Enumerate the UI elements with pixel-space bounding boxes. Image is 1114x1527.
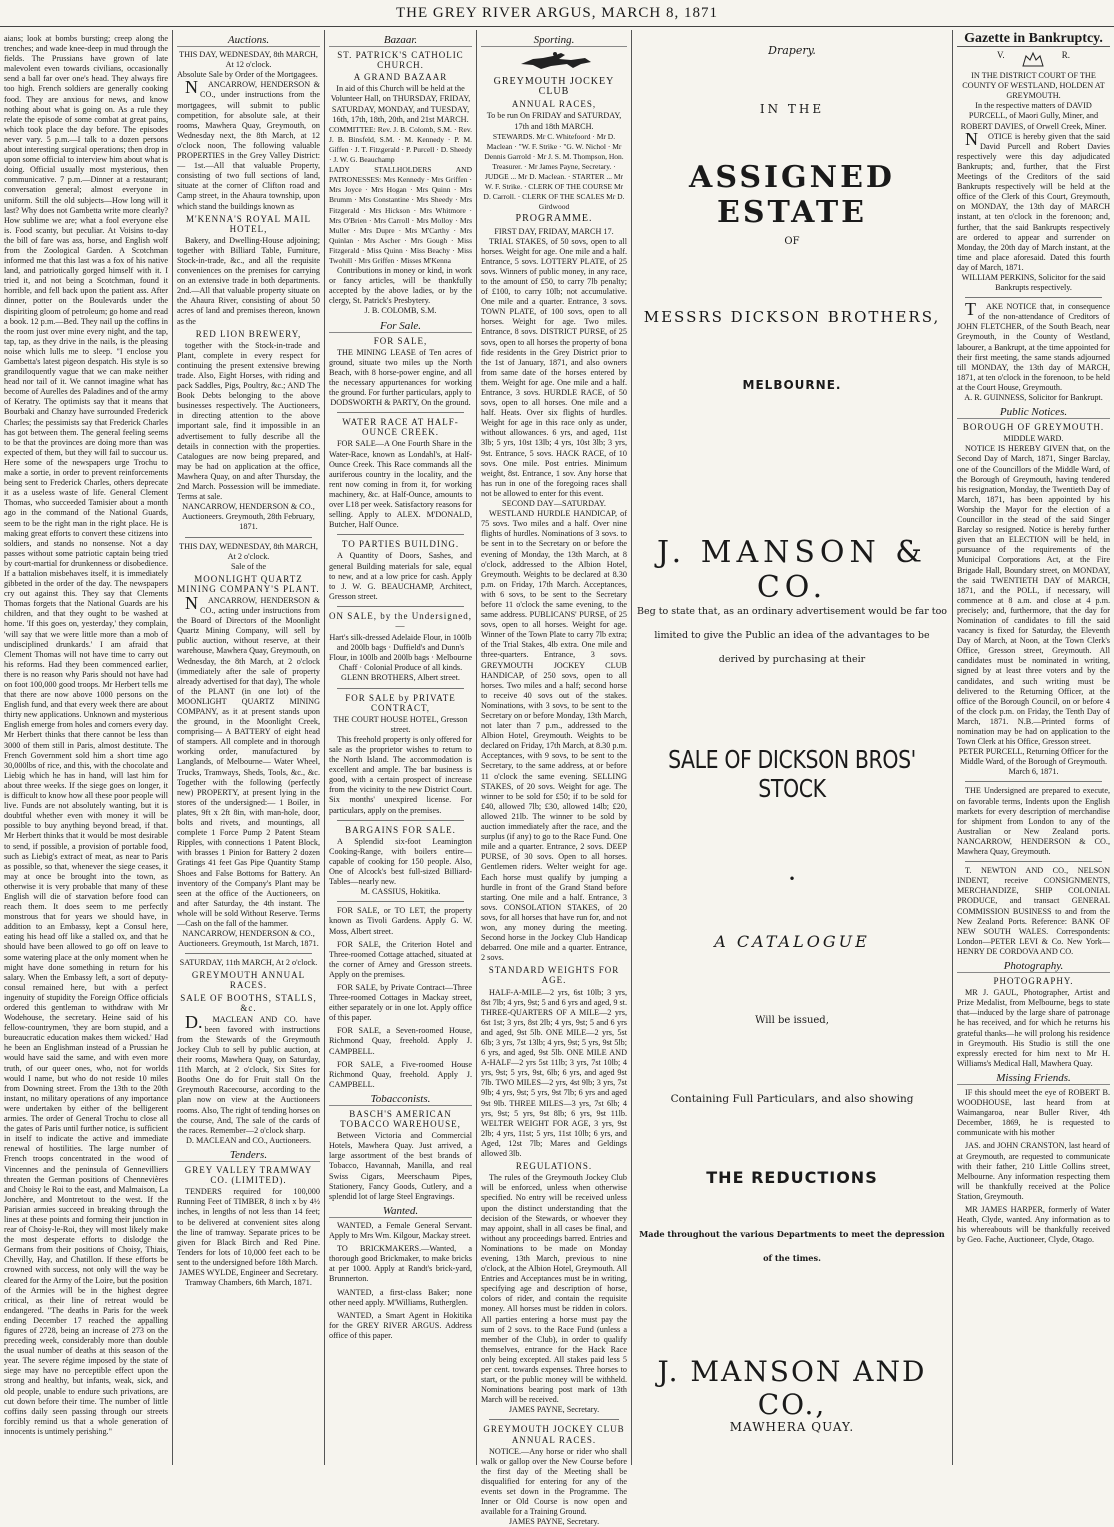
ad-title: GREYMOUTH JOCKEY CLUB — [493, 76, 615, 98]
for-sale-ad — [329, 611, 472, 684]
ad-property-name: GREYMOUTH ANNUAL RACES. — [191, 970, 306, 991]
ad-body: This freehold property is only offered for sale as the proprietor wishes to return to the North Island. The accommodation is excellent and ample. The bar business is good, with a certain prospect of increase from the vicinity to the new District Court. Six months' unexpired license. For particulars, apply on the premises. — [329, 734, 472, 815]
for-sale-ad: FOR SALE, the Criterion Hotel and Three-roomed Cottage attached, situated at the corner of Arney and Gresson streets. Apply on the premises. — [329, 939, 472, 979]
ad-property-name: M'KENNA'S ROYAL MAIL HOTEL, — [186, 213, 311, 234]
section-heading-tenders: Tenders. — [177, 1149, 320, 1162]
section-heading-sporting: Sporting. — [481, 34, 627, 47]
for-sale-ad — [329, 336, 472, 409]
ad-signature: NANCARROW, HENDERSON & CO., Auctioneers. Greymouth, 28th February, 1871. — [182, 502, 315, 532]
programme-title: PROGRAMME. — [515, 213, 593, 225]
drapery-manson-heading: J. MANSON & CO. — [656, 535, 928, 605]
ad-title: FOR SALE by PRIVATE CONTRACT, — [345, 692, 456, 713]
tender-ad — [177, 1165, 320, 1288]
jockey-club-notice — [481, 1424, 627, 1527]
wanted-ad: TO BRICKMAKERS.—Wanted, a thorough good Brickmaker, to make bricks at per 1000. Apply at Randt's brick-yard, Brunnerton. — [329, 1244, 472, 1284]
ad-body: TAKE NOTICE that, in consequence of the non-attendance of Creditors of JOHN FLETCHER, of the South Beach, near Greymouth, in the County of Westland, labourer, a Bankrupt, at the time appointed for their first meeting, the same stands adjourned till MONDAY, the 13th day of MARCH, 1871, at ten o'clock in the forenoon, to be held at the Court House, Greymouth. — [957, 299, 1110, 392]
ad-title: BOROUGH OF GREYMOUTH. — [962, 422, 1105, 433]
divider — [965, 781, 1102, 782]
ad-signature: JAMES WYLDE, Engineer and Secretary. Tramway Chambers, 6th March, 1871. — [178, 1267, 319, 1288]
bankruptcy-notice — [957, 299, 1110, 403]
ad-signature: J. B. COLOMB, S.M. — [364, 306, 437, 316]
bazaar-ad — [329, 50, 472, 316]
ad-body: Contributions in money or kind, in work or fancy articles, will be thankfully accepted by the above ladies, or by the clergy, St. Patrick's Presbytery. — [329, 266, 472, 306]
tobacconist-ad — [329, 1109, 472, 1202]
ad-title: ST. PATRICK'S CATHOLIC CHURCH. — [337, 50, 464, 71]
wanted-ad: WANTED, a Female General Servant. Apply to Mrs Wm. Kilgour, Mackay street. — [329, 1220, 472, 1241]
drapery-dickson-brothers: MESSRS DICKSON BROTHERS, — [643, 308, 941, 326]
ad-body: NOTICE is hereby given that the said David Purcell and Robert Davies respectively were this day adjudicated Bankrupts; and, further, that the First Meetings of the Creditors of the said Bankrupts respectively will be held at the office of the Clerk of this Court, Greymouth, on MONDAY, the 13th day of MARCH instant, at ten o'clock in the forenoon; and, further, that the said Bankrupts respectively are ordered to appear and surrender on Monday, the 20th day of March instant, at the time and place aforesaid. Dated this fourth day of March, 1871. — [957, 128, 1110, 272]
ad-title: BARGAINS FOR SALE. — [345, 824, 456, 835]
column-rule — [324, 30, 325, 1465]
ad-body: NANCARROW, HENDERSON & CO., under instructions from the mortgagees, will submit to public competition, for absolute sale, at their rooms, Mawhera Quay, Greymouth, on Wednesday next, the 8th March, at 12 o'clock noon, The following valuable PROPERTIES in the Grey Valley District:— 1st.—All that valuable Property, consisting of two full sections of land, situate at the corner of Clifton road and Camp street, in the Ahaura township, upon which stand the buildings known as — [177, 77, 320, 211]
ad-signature: JAMES PAYNE, Secretary. — [508, 1517, 600, 1527]
ad-body: D.MACLEAN AND CO. have been favored with instructions from the Stewards of the Greymouth Jockey Club to sell by public auction, at their rooms, Mawhera Quay, on Saturday, 11th March, at 2 o'clock, Six Sites for Booths One do for Fruit stall On the Greymouth Racecourse, according to the plan now on view at the Auctioneers rooms. Also, The right of tending horses on the course, And, The sale of the cards of the races. Remember—2 o'clock sharp. — [177, 1011, 320, 1135]
crest-letter-r: R. — [1061, 50, 1070, 61]
drapery-body-text: Beg to state that, as an ordinary advertisement would be far too limited to give the Public an idea of the advantages to be derived by purchasing at their — [636, 606, 948, 665]
weights-list: HALF-A-MILE—2 yrs, 6st 10lb; 3 yrs, 8st 7lb; 4 yrs, 9st; 5 and 6 yrs and aged, 9 st. THREE-QUARTERS OF A MILE—2 yrs, 6st 1st; 3 yrs, 8st 2lb; 4 yrs, 9st; 5 and 6 yrs and aged, 9st 5lb. ONE MILE—2 yrs, 5st 6lb; 3 yrs, 7st 13lb; 4 yrs, 9st; 5 yrs, 9st 5lb; 6 yrs, and aged, 9st 5lb. ONE MILE AND A-HALF—2 yrs 5st 11lb; 3 yrs, 7st 10lb; 4 yrs, 9st; 5 yrs, 9st, 6lb; 6 yrs, and aged 9st 7lb. TWO MILES—2 yrs, 4st 9lb; 3 yrs, 7st 9lb; 4 yrs, 9st; 5 yrs, 9st 7lb; 6 yrs and aged 9st 9lb. THREE MILES—3 yrs, 7st 6lb; 4 yrs, 9st; 5 yrs, 9st 8lb; 6 yrs, 9st 11lb. WELTER WEIGHT FOR AGE, 3 yrs, 9st 2lb; 4 yrs, 11st; 5 yrs, 11st 10lb; 6 yrs, and Aged, 12st 7lb; Mares and Geldings allowed 3lb. — [481, 987, 627, 1159]
section-heading-tobacconists: Tobacconists. — [329, 1093, 472, 1106]
section-heading-missing-friends: Missing Friends. — [957, 1072, 1110, 1085]
divider — [185, 537, 312, 538]
for-sale-ad — [329, 825, 472, 898]
auction-ad-races — [177, 958, 320, 1146]
ad-title: WATER RACE AT HALF-OUNCE CREEK. — [342, 417, 459, 438]
ad-title: ON SALE, by the Undersigned,— — [329, 610, 472, 631]
regulations-title: REGULATIONS. — [515, 1161, 593, 1172]
column-rule — [476, 30, 477, 1465]
section-heading-photography: Photography. — [957, 960, 1110, 973]
ad-title: FOR SALE, — [373, 335, 428, 346]
bankruptcy-notice — [957, 71, 1110, 293]
wanted-ad: WANTED, a Smart Agent in Hokitika for the GREY RIVER ARGUS. Address office of this paper. — [329, 1310, 472, 1340]
day-heading: FIRST DAY, FRIDAY, MARCH 17. — [494, 226, 614, 236]
for-sale-ad — [329, 539, 472, 602]
drapery-of: OF — [784, 236, 800, 247]
drapery-manson-footer: J. MANSON AND CO., — [657, 1355, 927, 1421]
ad-date: THIS DAY, WEDNESDAY, 8th MARCH, At 2 o'clock. — [179, 541, 318, 561]
missing-friend-notice: JAS. and JOHN CRANSTON, last heard of at Greymouth, are requested to communicate with their father, 210 Little Collins street, Melbourne. Any information respecting them will be thankfully received at the Police Station, Greymouth. — [957, 1141, 1110, 1201]
drapery-made-throughout: Made throughout the various Departments to meet the depression of the times. — [639, 1229, 945, 1263]
divider — [337, 901, 464, 902]
photography-ad — [957, 976, 1110, 1069]
for-sale-ad: FOR SALE, a Seven-roomed House, Richmond Quay, freehold. Apply J. CAMPBELL. — [329, 1026, 472, 1056]
racehorse-icon — [481, 50, 627, 72]
ad-subtitle: MIDDLE WARD. — [1003, 434, 1064, 444]
ad-title: GREY VALLEY TRAMWAY CO. (LIMITED). — [184, 1165, 313, 1186]
section-heading-public-notices: Public Notices. — [957, 406, 1110, 419]
auctions-column — [177, 34, 320, 1465]
ad-property-name: RED LION BREWERY, — [195, 328, 302, 339]
stewards-list: STEWARDS. Mr C. Whitefoord · Mr D. Maclean · "W. F. Strike · "G. W. Nichol · Mr Dennis Garrold · Mr J. S. M. Thompson, Hon. Treasurer. · Mr James Payne, Secretary. · JUDGE ... Mr D. Maclean. · STARTER ... Mr W. F. Strike. · CLERK OF THE COURSE Mr D. Carroll. · CLERK OF THE SCALES Mr D. Girdwood — [483, 131, 625, 212]
ad-title: IN THE DISTRICT COURT OF THE COUNTY OF WESTLAND, HOLDEN AT GREYMOUTH. — [962, 71, 1105, 101]
drapery-containing: Containing Full Particulars, and also showing — [670, 1093, 914, 1105]
wanted-ad: WANTED, a first-class Baker; none other need apply. M'Williams, Rutherglen. — [329, 1287, 472, 1307]
ad-body: Hart's silk-dressed Adelaide Flour, in 100lb and 200lb bags · Duffield's and Dunn's Flour, in 100lb and 200lb bags · Melbourne Chaff · Colonial Produce of all kinds. — [329, 633, 472, 673]
section-heading-gazette: Gazette in Bankruptcy. — [957, 34, 1110, 47]
ad-body: NOTICE IS HEREBY GIVEN that, on the Second Day of March, 1871, Singer Barclay, one of the Councillors of the Middle Ward, of the Borough of Greymouth, having tendered his resignation, Monday, the Twentieth Day of March, 1871, has been appointed by his Worship the Mayor for the election of a Councillor in the stead of the said Singer Barclay so resigned. Notice is hereby further given that an ELECTION will be held, in pursuance of the requirements of the Municipal Corporations Act, at the Fire Brigade Hall, Boundary street, on MONDAY, the said TWENTIETH DAY of MARCH, 1871, and the POLL, if necessary, will commence at 8 a.m. and close at 4 p.m. precisely; and, furthermore, that the day for Nomination of candidates to fill the said vacancy is fixed for Saturday, the Eleventh Day of March, at Noon, at the Town Clerk's Office, Gresson street, Greymouth. All candidates must be nominated in writing, signed by at least three voters and by the candidates, and such writing must be delivered to the Returning Officer, at the office of the Borough Council, on or before 4 of the clock p.m. on Friday, the Tenth Day of March, 1871. N.B.—Printed forms of nomination may be had on application to the Town Clerk at his Office, Gresson street. — [957, 444, 1110, 747]
missing-friend-notice: MR JAMES HARPER, formerly of Water Heath, Clyde, wanted. Any information as to his whereabouts will be thankfully received by Geo. Fache, Auctioneer, Clyde, Otago. — [957, 1205, 1110, 1245]
drapery-sale-heading: SALE OF DICKSON BROS' STOCK — [668, 745, 916, 803]
ad-body: In aid of this Church will be held at the Volunteer Hall, on THURSDAY, FRIDAY, SATURDAY, MONDAY, and TUESDAY, 16th, 17th, 18th, 20th, and 21st MARCH. — [330, 84, 471, 124]
ad-title: BASCH'S AMERICAN TOBACCO WAREHOUSE, — [340, 1109, 461, 1130]
ad-signature: JAMES PAYNE, Secretary. — [508, 1405, 600, 1415]
masthead: THE GREY RIVER ARGUS, MARCH 8, 1871 — [0, 0, 1114, 27]
regulations-text: The rules of the Greymouth Jockey Club will be enforced, unless when otherwise specified. No entry will be received unless upon the distinct understanding that the decision of the Stewards, or whoever they may appoint, shall in all cases be final, and without any proceedings barred. Entries and Nominations to be made on Monday evening, 13th March, previous to nine o'clock, at the Albion Hotel, Greymouth. All Entries and Acceptances must be in writing, specifying age and description of horse, colors of rider, and contain the requisite money. All horses must be ridden in colors. All parties entering a horse must pay the sum of 2 sovs. to the Race Fund (unless a member of the Club), in order to qualify themselves, entrance for the Hack Race only being excepted. All stakes paid less 5 per cent. towards expenses. Three horses to start, or the public money will be withheld. Nominations bearing post mark of 13th March will be received. — [481, 1173, 627, 1405]
divider — [337, 606, 464, 607]
jockey-club-ad — [481, 77, 627, 1415]
divider — [337, 534, 464, 535]
day-heading: SECOND DAY—SATURDAY. — [502, 499, 606, 509]
section-heading-drapery: Drapery. — [768, 44, 816, 57]
ad-signature: NANCARROW, HENDERSON & CO., Auctioneers. Greymouth, 1st March, 1871. — [178, 929, 319, 949]
column-rule — [952, 30, 953, 1465]
ad-body: MR J. GAUL, Photographer, Artist and Prize Medalist, from Melbourne, begs to state that—induced by the large share of patronage he has received, and for which he returns his grateful thanks—he will prolong his residence in Greymouth. His Studio is still the one expressly erected for him next to Mr H. Williams's Medical Hall, Mawhera Quay. — [957, 988, 1110, 1068]
drapery-address: MAWHERA QUAY. — [729, 1420, 855, 1434]
divider — [337, 688, 464, 689]
drapery-catalogue: A CATALOGUE — [714, 932, 870, 951]
divider — [489, 1419, 619, 1420]
ad-body: Between Victoria and Commercial Hotels, Mawhera Quay. Just arrived, a large assortment of the best brands of Tobacco, Havannah, Manilla, and real Swiss Cigars, Meerschaum Pipes, Stationery, Fancy Goods, Cutlery, and a splendid lot of large Steel Engravings. — [329, 1131, 472, 1201]
ad-signature: A. R. GUINNESS, Solicitor for Bankrupt. — [964, 393, 1103, 402]
ad-subtitle: ANNUAL RACES, — [511, 99, 597, 110]
divider — [965, 861, 1102, 862]
auction-ad-moonlight — [177, 542, 320, 950]
divider — [965, 297, 1102, 298]
ad-date: SATURDAY, 11th MARCH, At 2 o'clock. — [179, 958, 318, 968]
divider — [337, 412, 464, 413]
ad-signature: DODSWORTH & PARTY, On the ground. — [330, 398, 471, 408]
ad-subtitle: SALE OF BOOTHS, STALLS, &c. — [180, 992, 317, 1013]
ad-signature: PETER PURCELL, Returning Officer for the Middle Ward, of the Borough of Greymouth. March 6, 1871. — [958, 747, 1109, 777]
ad-date: THIS DAY, WEDNESDAY, 8th MARCH, At 12 o'clock. — [179, 50, 318, 70]
ad-matter: In the respective matters of DAVID PURCELL, of Maori Gully, Miner, and ROBERT DAVIES, of Orwell Creek, Miner. — [960, 101, 1107, 131]
drapery-melbourne: MELBOURNE. — [742, 378, 842, 392]
notices-column — [957, 31, 1110, 1465]
royal-arms-icon — [1018, 50, 1048, 68]
section-heading-bazaar: Bazaar. — [329, 34, 472, 47]
ad-signature: WILLIAM PERKINS, Solicitor for the said Bankrupts respectively. — [961, 272, 1106, 293]
ad-body: NOTICE.—Any horse or rider who shall walk or gallop over the New Course before the first day of the Meeting shall be disqualified for entering for any of the events set down in the Programme. The Inner or Old Course is now open and available for a Training Ground. — [481, 1446, 627, 1517]
for-sale-ad: FOR SALE, by Private Contract—Three Three-roomed Cottages in Mackay street, either separately or in one lot. Apply office of this paper. — [329, 982, 472, 1023]
article-text: aians; look at bombs bursting; creep along the trenches; and wade knee-deep in mud through the fields. The Prussians have grown of late malevolent even towards civilians, occasionally send a ball far over one's head. They always fire too high. French soldiers are generally cooking food. They are anxious for news, and know nothing about what is going on. As a rule they relate the episode of some combat at great pains, which took place the day before. The episodes never vary. 5 p.m.—I talk to a dozen persons about interesting surgical operations; then drop in upon some official to interview him about what is doing. Official usually most mysterious, then communicative. 7 p.m.—Dinner at a restaurant; conversation general; almost everyone in uniform. Still the old subjects—How long will it last? Why does not Gambetta write more clearly? How sublime we are; what a fool everyone else is. Food scanty, but peculiar. At Voisins to-day the bill of fare was ass, horse, and English wolf from the Zoological Garden. A Scotchman informed me that this last was a fox of his native land, and patriotically gorged himself with it. I tried it, and not being a Scotchman, found it horrible, and fell back upon the patient ass. After dinner, potter on the Boulevards under the dispiriting gloom of petroleum; go home and read a book. 12 p.m.—Bed. They nail up the coffins in the room just over mine every night, and the tap, tap, tap, as they drive in the nails, is the pleasing noise which lulls me to sleep. "I enclose you Gambetta's latest pigeon despatch. His style is so grandiloquently vague that we can make neither head nor tail of it. We cannot imagine what has become of Aurelles des Paladines and of the army of Keratry. The optimists say that it means that Bourbaki and Chanzy have surrounded Frederick Charles; the pessimists say that Frederick Charles has got between them. The general feeling seems to be that the provinces are doing more than was expected of them, but they will fail to succour us. Here some of the newspapers urge Trochu to make a sortie, in order to prevent reinforcements being sent to Frederick Charles, others deprecate it as a useless waste of life. General Clement Thomas, who succeeded Tamisier about a month ago in the command of the National Guards, seem to be the right man in the right place. He is making great efforts to convert these citizens into soldiers, and stands no nonsense. Not a day passes without some patriotic captain being tried by court-martial for drunkenness or disobedience. If a battalion misbehaves itself, it is immediately gibbeted in the order of the day. The newspapers cry out against this. They say that Clements Thomas forgets that the National Guards are his children, and that they ought to be washed at home. 'If this goes on, yesterday,' they complain, 'will say that we were little more than a mob of undisciplined drunkards.' I am afraid that Clement Thomas will not have time to carry out his reforms. Had they been commenced earlier, there is no reason why Paris should not have had on foot 100,000 good troops. Mr Herbert tells me that there are now above 1000 persons on the English fund, and that every week there are about thirty new applications. Unknown and mysterious English emerge from holes and corners every day. Mr Herbert thinks that there cannot be less than 3000 of them still in Paris, almost destitute. The French Government sold him a short time ago 30,000lbs of rice, and this, with the chocolate and Liebig which he has in hand, will last him for about three weeks. If the siege goes on longer, it is difficult to know how all these poor people will live. Funds are not absolutely wanting, but it is doubtful whether even with money it will be possible to buy anything beyond bread, if that. Mr Herbert thinks that it would be most desirable to send, if possible, a provision of portable food, such as Liebig's extract of meat, as near to Paris as possible, so that, whenever the siege ceases, it may at once be brought into the town, as otherwise it is very probable that many of these English will die of starvation before food can reach them. It does seem to me perfectly monstrous that for years we should have, in addition to an Embassy, kept a Consul here, eating his head off like a stalled ox, and that he should have been allowed to go off on leave to some watering place at the only moment when he might have done something in return for his salary. When the Embassy left, a sort of deputy-consul remained here, but with a perfect ingenuity of stupidity the Foreign Office officials ordered this gentleman to withdraw with Mr Wodehouse, the secretary. Heine said of his fellow-countrymen, 'they are born stupid, and a bureaucratic education makes them wicked.' Had he been an Englishman instead of a Prussian he would have said the same, and with even more truth, of our queer ones, who, not for worlds would I name, but who do not reside 10 miles from Downing street. From the 13th to the 20th instant, no military operations of any importance were undertaken by either of the belligerent armies. The order of General Trochu to close all the gates of Paris until further notice, is sufficient in itself to indicate the active and immediate renewal of hostilities. The large number of French troops concentrated in the wood of Vincennes and the peninsula of Gennevilliers threaten the German positions of Chennevières and Choisy le Roi to the east, and Malmaison, La Jonchère, and Montretout to the west. If the Parisian armies succeed in breaking through the lines at these points and forming their junction in rear of Choisy-le-Roi, they will most likely make the most desperate efforts to dislodge the Germans from their positions of Choisy, Thiais, Chevilly, Hay, and Chatillon. If these efforts be crowned with success, not only will the way be cleared for the Army of the Loire, but the position of the Armies will be in the highest degree critical, as their line of retreat would be endangered. "The deaths in Paris for the week ending December 17 reached the appalling figures of 2728, being an increase of 273 on the preceding week, considerably more than double the usual number of deaths at this season of the year. The severe régime imposed by the state of siege may have no perceptible effect upon the strong and healthy, but infants, weak, sick, and old people, unable to endure such privations, are cut down before their time. The number of little coffins daily seen passing through our streets forcibly remind us that a whole generation of innocents is untimely perishing." — [4, 34, 168, 1436]
ad-subtitle: A GRAND BAZAAR — [353, 72, 448, 83]
ad-body: together with the Stock-in-trade and Plant, complete in every respect for continuing the present extensive brewing trade. Also, Eight Horses, with riding and pack Saddles, Pigs, Poultry, &c.; AND The Book Debts belonging to the above businesses respectively. The Auctioneers, in directing attention to the above important sale, find it impossible in an advertisement to fully describe all the details in connection with the properties. Catalogues are now being prepared, and may be had on application at the office, Mawhera Quay, on and after Thursday, the 2nd March. Possession will be immediate. Terms at sale. — [177, 340, 320, 502]
for-sale-ad: FOR SALE, or TO LET, the property known as Tivoli Gardens. Apply G. W. Moss, Albert street. — [329, 906, 472, 936]
weights-title: STANDARD WEIGHTS FOR AGE. — [488, 965, 620, 986]
royal-crest — [957, 50, 1110, 68]
indent-notice: THE Undersigned are prepared to execute, on favorable terms, Indents upon the English markets for every description of merchandise for shipment from London to any of the Australian or New Zealand ports. NANCARROW, HENDERSON & CO., Mawhera Quay, Greymouth. — [957, 786, 1110, 857]
ad-body: THE MINING LEASE of Ten acres of ground, situate two miles up the North Beach, with 8 horse-power engine, and all the necessary appurtenances for working the ground. For further particulars, apply to — [329, 347, 472, 398]
races-list: WESTLAND HURDLE HANDICAP, of 75 sovs. Two miles and a half. Over nine flights of hurdles. Nominations of 3 sovs. to be sent in to the Secretary on or before the evening of Monday, the 13th March, at 8 o'clock, addressed to the Albion Hotel, Greymouth. Weights to be declared at 8.30 p.m. on Friday, 17th March. Acceptances, with 6 sovs, to be sent to the Secretary before 11 o'clock the same evening, to the same address. PUBLICANS' PURSE, of 25 sovs, open to all horses. Weight for age. Winner of the Town Plate to carry 7lb extra; of the Trial Stakes, 4lb extra. One mile and three-quarters. Entrance, 3 sovs. GREYMOUTH JOCKEY CLUB HANDICAP, of 250 sovs, open to all horses. Two miles and a half; second horse to receive 40 sovs out of the stakes. Nominations, with 3 sovs, to be sent to the Secretary on or before Monday, 13th March, not later than 7 p.m., addressed to the Albion Hotel, Greymouth. Weights to be declared on Friday, 17th March, at 8.30 p.m. Acceptances, with 9 sovs, to be sent to the Secretary, to the same address, at or before 11 o'clock the same evening. SELLING STAKES, of 20 sovs. Weight for age. The winner to be sold for £50; if to be sold for £40, allowed 7lb; £30, allowed 14lb; £20, allowed 21lb. The winner to be sold by auction immediately after the race, and the surplus (if any) to go to the Race Fund. One mile and a quarter. Entrance, 2 sovs. DEEP PURSE, of 30 sovs. Open to all horses. Gentlemen riders. Welter weight for age. Each horse must qualify by jumping a hurdle in front of the Grand Stand before starting. One mile and a half. Entrance, 3 sovs. CONSOLATION STAKES, of 20 sovs, for all horses that have run for, and not won, any money during the meeting. Second horse in the Jockey Club Handicap debarred. One mile and a quarter. Entrance, 2 sovs. — [481, 509, 627, 963]
ad-intro: To be run On FRIDAY and SATURDAY, 17th and 18th MARCH. — [486, 111, 622, 131]
sporting-column — [481, 34, 627, 1527]
ad-signature: GLENN BROTHERS, Albert street. — [341, 673, 460, 683]
ad-title: GREYMOUTH JOCKEY CLUB ANNUAL RACES. — [483, 1424, 625, 1445]
ad-body: FOR SALE—A One Fourth Share in the Water-Race, known as Londahl's, at Half-Ounce Creek. This Race commands all the auriferous country in the locality, and the rent now coming in from it, for working machinery, &c. at Half-Ounce, amounts to over L18 per week. Satisfactory reasons for selling. Apply to ALEX. M'DONALD, Butcher, Half Ounce. — [329, 439, 473, 530]
borough-notice — [957, 422, 1110, 777]
ad-signature: D. MACLEAN and CO., Auctioneers. — [185, 1135, 312, 1145]
ad-body: A Quantity of Doors, Sashes, and general Building materials for sale, equal to new, and at a low price for cash. Apply to J. W. G. BEAUCHAMP, Architect, Gresson street. — [329, 551, 472, 601]
ad-body: Bakery, and Dwelling-House adjoining; together with Billiard Table, Furniture, Stock-in-trade, &c., and all the requisite conveniences on the premises for carrying on an extensive trade in both departments. 2nd.—All that valuable property situate on the Ahaura River, consisting of about 50 acres of land and premises thereon, known as the — [177, 235, 320, 326]
ad-body: A Splendid six-foot Leamington Cooking-Range, with boilers entire—capable of cooking for 150 people. Also, One of Alcock's best full-sized Billiard-Tables—nearly new. — [329, 836, 472, 887]
divider — [185, 953, 312, 954]
consignment-notice: T. NEWTON AND CO., NELSON INDENT, receive CONSIGNMENTS, MERCHANDIZE, SHIP COLONIAL PRODUCE, and transact GENERAL COMMISSION BUSINESS to and from the New Zealand Ports. Reference: BANK OF NEW SOUTH WALES. Correspondents: London—PETER LEVI & Co. New York—HENRY DE CORDOVA AND CO. — [957, 866, 1110, 956]
ad-property-name: MOONLIGHT QUARTZ MINING COMPANY'S PLANT. — [177, 573, 320, 594]
stallholders-list: LADY STALLHOLDERS AND PATRONESSES: Mrs Kennedy · Mrs Griffen · Mrs Joyce · Mrs Hogan · Mrs Quinn · Mrs Brumm · Mrs Constantine · Mrs Sheedy · Mrs Fitzgerald · Mrs Hickson · Mrs Whitmore · Mrs O'Brien · Mrs Carroll · Mrs Molloy · Mrs Muller · Mrs Dupre · Mrs M'Carthy · Mrs Quinlan · Mrs Ascher · Mrs Gough · Miss Fitzgerald · Miss Quinn · Miss Beachy · Miss Twohill · Mrs Griffen · Misses M'Kenna — [329, 165, 472, 265]
auction-ad-mortgagees — [177, 50, 320, 532]
missing-friend-notice: IF this should meet the eye of ROBERT B. WOODHOUSE, last heard from at Waimangaroa, near Buller River, 4th December, 1869, he is requested to communicate with his mother — [957, 1088, 1110, 1138]
committee-list: COMMITTEE: Rev. J. B. Colomb, S.M. · Rev. J. B. Binsfeld, S.M. · M. Kennedy · P. M. Giffen · J. T. Fitzgerald · P. Purcell · D. Sheedy · J. W. G. Beauchamp — [329, 124, 472, 165]
column-rule — [172, 30, 173, 1465]
bazaar-column — [329, 34, 472, 1465]
ad-title: PHOTOGRAPHY. — [993, 976, 1074, 987]
drapery-will-be-issued: Will be issued, — [755, 1015, 829, 1026]
races-list: TRIAL STAKES, of 50 sovs, open to all horses. Weight for age. One mile and a half. Entrance, 5 sovs. LOTTERY PLATE, of 25 sovs. Winners of public money, in any race, to the amount of £50, to carry 7lb penalty; of £100, to carry 10lb; not accumulative. One mile and a quarter. Entrance, 3 sovs. TOWN PLATE, of 100 sovs, open to all horses. Weight for age. Two miles. Entrance, 8 sovs. DISTRICT PURSE, of 25 sovs, open to all horses the property of bona fide residents in the Grey District prior to the 1st of January, 1871, and also owners from same date of the horses entered by them. Weight for age. One mile and a half. Entrance, 3 sovs. HURDLE RACE, of 50 sovs, open to all horses. One mile and a half. Heats. Over six flights of hurdles. Weight for age in this race only as under, without allowances. 6 yrs, and aged, 11st 3lb; 5 yrs, 10st 13lb; 4 yrs, 10st 3lb; 3 yrs, 9st. Entrance, 5 sovs. HACK RACE, of 10 sovs. One mile. Post entries. Minimum weight, 8st. Entrance, 1 sov. Any horse that has run in one of the foregoing races shall not be allowed to enter for this event. — [481, 236, 627, 498]
drapery-reductions: THE REDUCTIONS — [706, 1168, 878, 1187]
ad-body: NANCARROW, HENDERSON & CO., acting under instructions from the Board of Directors of the Moonlight Quartz Mining Company, will sell by public auction, without reserve, at their warehouse, Mawhera Quay, Greymouth, on Wednesday, the 8th March, at 2 o'clock (immediately after the sale of property already advertised for that day), The whole of the PLANT (in one lot) of the MOONLIGHT QUARTZ MINING COMPANY, as it at present stands upon the ground, in the Moonlight Creek, comprising— A BATTERY of eight head of stampers. All complete and in thorough working order, manufactured by Langlands, of Melbourne— Water Wheel, Trucks, Tramways, Sheds, Tools, &c., &c. Together with the following (perfectly new) PROPERTY, at present lying in the stores of the undersigned:— 1 Boiler, in plates, 9ft x 2ft 8in, with man-hole, door, bolts and rivets, and mountings, all complete 1 Force Pump 2 Patent Steam Ripples, with connections 1 Patent Block, with brasses 1 Pinion for Battery 2 dozen Gratings 41 feet Gas Pipe Quantity Stamp Shoes and False Bottoms for Battery. An inventory of the Company's Plant may be seen at the office of the Auctioneers, on and after Saturday, the 4th instant. The whole will be sold Without Reserve. Terms—Cash on the fall of the hammer. — [177, 592, 320, 928]
crest-letter-v: V. — [997, 50, 1005, 61]
section-heading-auctions: Auctions. — [177, 34, 320, 47]
article-column — [4, 34, 168, 1465]
drapery-in-the: IN THE — [759, 102, 825, 116]
for-sale-ad — [329, 693, 472, 816]
drapery-assigned-estate: ASSIGNED ESTATE — [689, 160, 895, 230]
ad-subtitle: Sale of the — [230, 561, 266, 571]
section-heading-for-sale: For Sale. — [329, 320, 472, 333]
divider — [337, 820, 464, 821]
for-sale-ad — [329, 417, 472, 530]
ad-property-name: THE COURT HOUSE HOTEL, Gresson street. — [333, 714, 468, 734]
section-heading-wanted: Wanted. — [329, 1205, 472, 1218]
ad-signature: M. CASSIUS, Hokitika. — [360, 887, 441, 897]
ad-title: TO PARTIES BUILDING. — [341, 539, 460, 550]
for-sale-ad: FOR SALE, a Five-roomed House Richmond Quay, freehold. Apply J. CAMPBELL. — [329, 1059, 472, 1089]
ad-subtitle: Absolute Sale by Order of the Mortgagees. — [177, 70, 318, 80]
ad-body: TENDERS required for 100,000 Running Feet of TIMBER, 8 inch x by 4½ inches, in lengths of not less than 14 feet; to be delivered at convenient sites along the line of tramway. Separate prices to be given for Black Birch and Red Pine. Tenders for lots of 10,000 feet each to be sent to the undersigned before 18th March. — [177, 1187, 320, 1267]
column-rule — [631, 30, 632, 1465]
bullet-icon: • — [788, 872, 796, 886]
